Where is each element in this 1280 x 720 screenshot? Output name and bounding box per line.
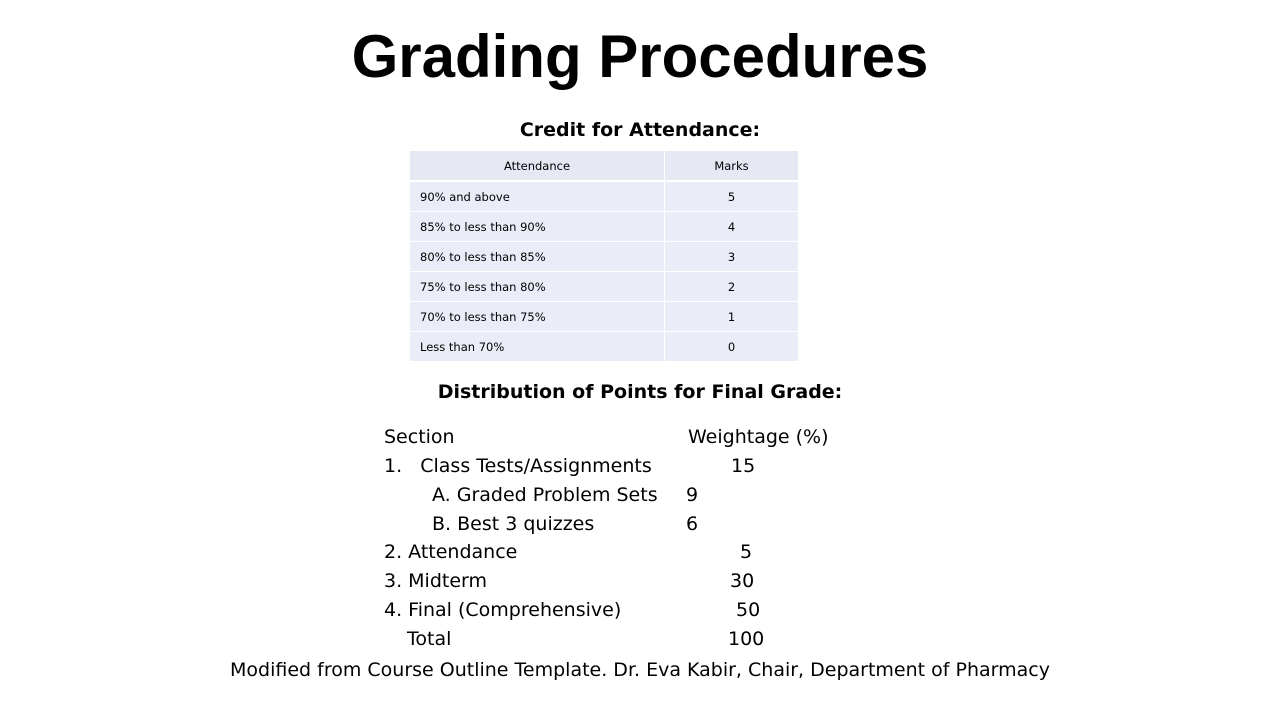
distribution-item-value: 9 (686, 484, 699, 506)
table-row (410, 181, 798, 212)
distribution-item-label: A. Graded Problem Sets (432, 484, 658, 506)
distribution-item-label: 2. Attendance (384, 541, 518, 563)
attendance-marks: 3 (665, 242, 799, 272)
table-row (410, 212, 798, 242)
distribution-total-label: Total (407, 628, 452, 650)
attendance-marks: 2 (665, 272, 799, 302)
distribution-item-label: 4. Final (Comprehensive) (384, 599, 622, 621)
distribution-item-label: 3. Midterm (384, 570, 488, 592)
attendance-range: 80% to less than 85% (410, 242, 665, 272)
distribution-heading: Distribution of Points for Final Grade: (437, 381, 843, 403)
column-header-attendance: Attendance (410, 151, 665, 181)
attendance-table (410, 151, 798, 362)
page-title: Grading Procedures (351, 23, 929, 90)
table-row (410, 242, 798, 272)
attendance-range: 75% to less than 80% (410, 272, 665, 302)
distribution-item-label: 1. Class Tests/Assignments (384, 455, 652, 477)
distribution-item-value: 15 (731, 455, 756, 477)
attendance-marks: 0 (665, 332, 799, 362)
table-row (410, 332, 798, 362)
footer-credit: Modified from Course Outline Template. Dr. Eva Kabir, Chair, Department of Pharmacy (230, 659, 1050, 681)
attendance-marks: 5 (665, 181, 799, 212)
distribution-total-value: 100 (728, 628, 765, 650)
attendance-range: 70% to less than 75% (410, 302, 665, 332)
table-header-row (410, 151, 798, 181)
distribution-item-value: 6 (686, 513, 699, 535)
attendance-marks: 4 (665, 212, 799, 242)
attendance-range: 90% and above (410, 181, 665, 212)
distribution-header-weight: Weightage (%) (688, 426, 829, 448)
distribution-item-value: 30 (730, 570, 755, 592)
attendance-range: Less than 70% (410, 332, 665, 362)
distribution-item-value: 50 (736, 599, 761, 621)
attendance-range: 85% to less than 90% (410, 212, 665, 242)
attendance-marks: 1 (665, 302, 799, 332)
table-row (410, 272, 798, 302)
column-header-marks: Marks (665, 151, 799, 181)
table-row (410, 302, 798, 332)
distribution-item-value: 5 (740, 541, 753, 563)
distribution-header-section: Section (384, 426, 455, 448)
attendance-heading: Credit for Attendance: (519, 119, 761, 141)
distribution-item-label: B. Best 3 quizzes (432, 513, 595, 535)
